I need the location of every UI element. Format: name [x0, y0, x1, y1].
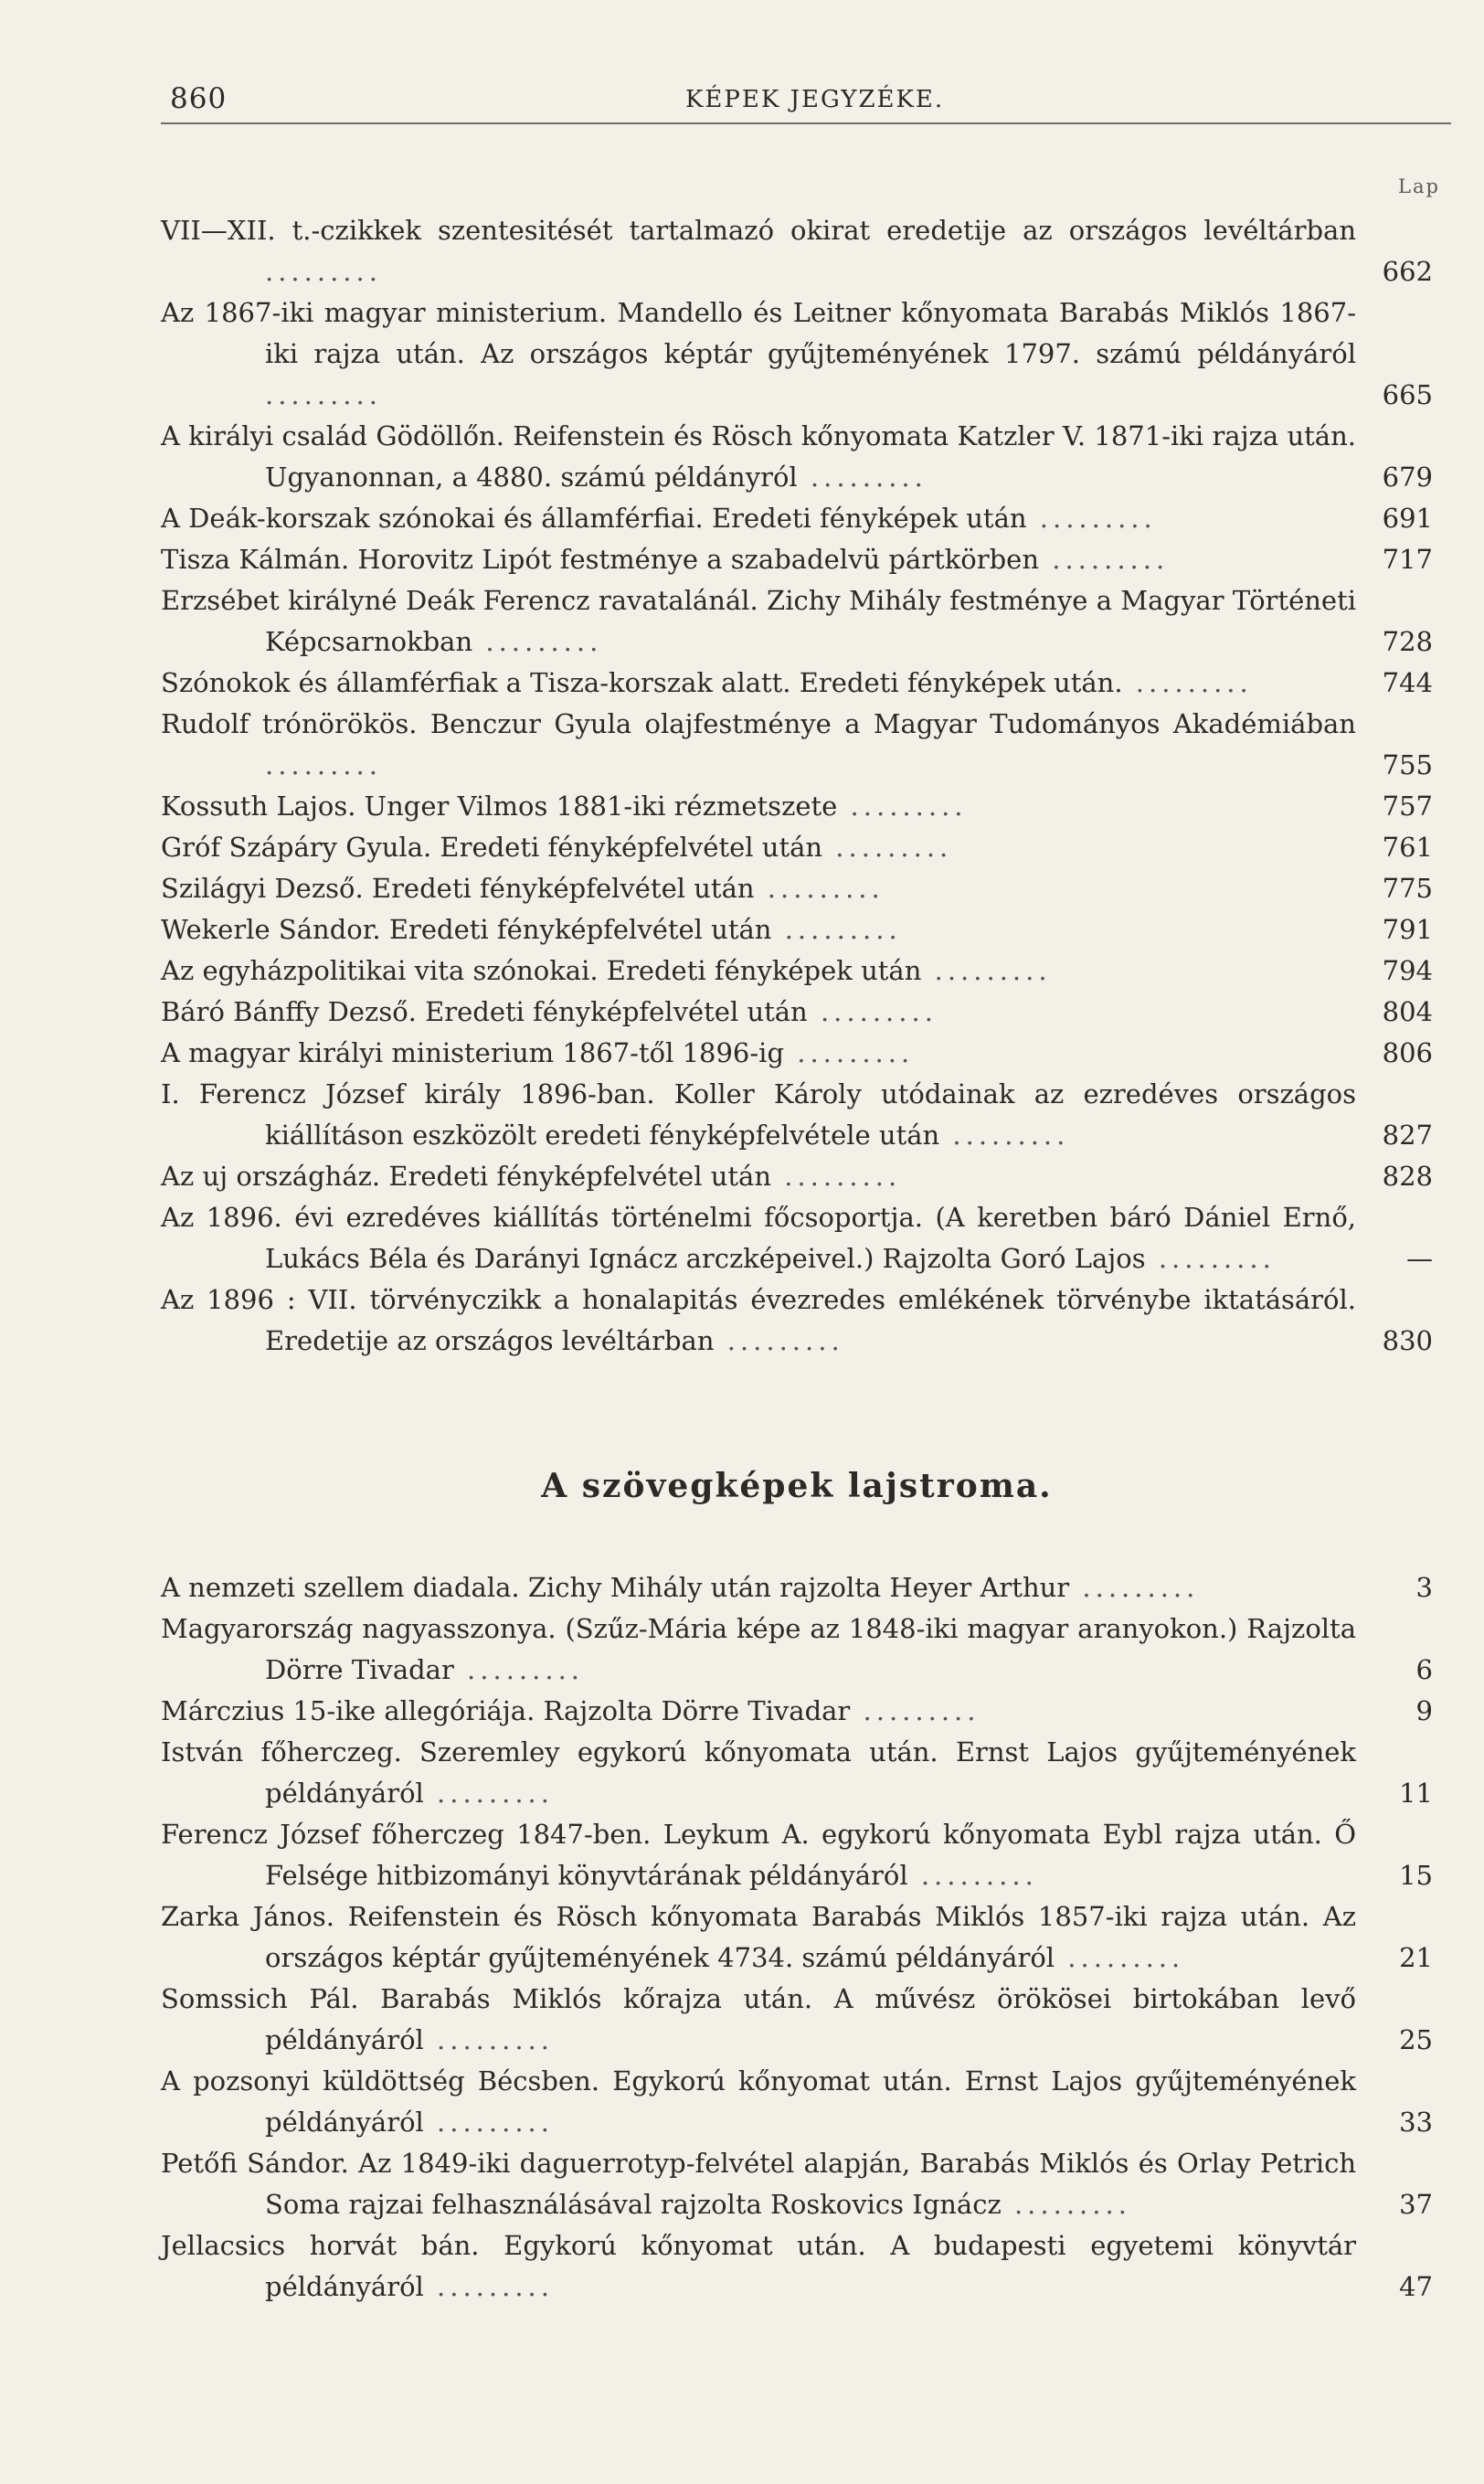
list-entry: [161, 1033, 1433, 1074]
list-entry: [161, 992, 1433, 1033]
entry-text: Ferencz József főherczeg 1847-ben. Leykum A. egykorú kőnyomata Eybl rajza után. Ő Felsége hitbizományi könyvtárának példányáról: [161, 1819, 1356, 1891]
list-entry: [161, 1279, 1433, 1362]
dot-leader: .........: [265, 749, 382, 780]
entry-text: Somssich Pál. Barabás Miklós kőrajza után. A művész örökösei birtokában levő példányáról: [161, 1983, 1356, 2055]
entry-page-number: 830: [1382, 1325, 1433, 1356]
entry-page-number: 3: [1415, 1572, 1433, 1603]
entry-title: [161, 827, 1433, 868]
dot-leader: .........: [265, 379, 382, 410]
dot-leader: .........: [771, 914, 902, 945]
entry-title: [161, 2143, 1433, 2225]
entry-text: Az 1896. évi ezredéves kiállítás történelmi főcsoportja. (A keretben báró Dániel Ernő, Lukács Béla és Darányi Ignácz arczképeivel.) Rajzolta Goró Lajos: [161, 1202, 1356, 1274]
entry-page-number: 25: [1399, 2024, 1433, 2055]
entry-page-number: 717: [1382, 544, 1433, 575]
entry-text: A pozsonyi küldöttség Bécsben. Egykorú kőnyomat után. Ernst Lajos gyűjteményének példányáról: [161, 2065, 1356, 2138]
page-number: 860: [170, 82, 228, 115]
entry-title: [161, 1074, 1433, 1156]
entry-text: István főherczeg. Szeremley egykorú kőnyomata után. Ernst Lajos gyűjteményének példányáról: [161, 1736, 1356, 1809]
entry-text: I. Ferencz József király 1896-ban. Koller Károly utódainak az ezredéves országos kiállításon eszközölt eredeti fényképfelvétele után: [161, 1078, 1356, 1151]
entry-text: Wekerle Sándor. Eredeti fényképfelvétel után: [161, 914, 772, 945]
entry-title: [161, 704, 1433, 786]
entry-text: Az 1867-iki magyar ministerium. Mandello és Leitner kőnyomata Barabás Miklós 1867-iki rajza után. Az országos képtár gyűjteményének 1797. számú példányáról: [161, 297, 1356, 369]
entry-title: [161, 992, 1433, 1033]
entry-title: [161, 663, 1433, 704]
entry-text: Magyarország nagyasszonya. (Szűz-Mária képe az 1848-iki magyar aranyokon.) Rajzolta Dörre Tivadar: [161, 1613, 1356, 1685]
dot-leader: .........: [423, 2271, 554, 2302]
list-entry: [161, 2143, 1433, 2225]
entry-title: [161, 416, 1433, 498]
entry-page-number: 47: [1399, 2271, 1433, 2302]
entry-page-number: 662: [1382, 256, 1433, 287]
dot-leader: .........: [921, 955, 1052, 986]
entry-title: [161, 2061, 1433, 2143]
entry-text: Márczius 15-ike allegóriája. Rajzolta Dörre Tivadar: [161, 1695, 851, 1726]
entry-title: [161, 1279, 1433, 1362]
dot-leader: .........: [265, 256, 382, 287]
entry-title: [161, 1567, 1433, 1608]
list-entry: [161, 292, 1433, 416]
entry-title: [161, 580, 1433, 663]
entry-title: [161, 210, 1433, 292]
list-entry: [161, 2225, 1433, 2308]
entry-page-number: 21: [1399, 1942, 1433, 1973]
entry-text: Zarka János. Reifenstein és Rösch kőnyomata Barabás Miklós 1857-iki rajza után. Az országos képtár gyűjteményének 4734. számú példányáról: [161, 1901, 1356, 1973]
list-entry: [161, 663, 1433, 704]
dot-leader: .........: [771, 1161, 902, 1192]
list-entry: [161, 1567, 1433, 1608]
running-head: [161, 82, 1449, 124]
entry-title: [161, 498, 1433, 539]
dot-leader: .........: [1069, 1572, 1200, 1603]
entry-page-number: 791: [1382, 914, 1433, 945]
entry-page-number: 827: [1382, 1120, 1433, 1151]
entry-text: A királyi család Gödöllőn. Reifenstein és Rösch kőnyomata Katzler V. 1871-iki rajza után. Ugyanonnan, a 4880. számú példányról: [161, 420, 1356, 493]
entry-text: Jellacsics horvát bán. Egykorú kőnyomat után. A budapesti egyetemi könyvtár példányáról: [161, 2230, 1356, 2302]
list-entry: [161, 1197, 1433, 1279]
list-entry: [161, 1074, 1433, 1156]
list-entry: [161, 1814, 1433, 1896]
entry-title: [161, 2225, 1433, 2308]
entry-title: [161, 1814, 1433, 1896]
entry-title: [161, 1197, 1433, 1279]
entry-text: Tisza Kálmán. Horovitz Lipót festménye a szabadelvü pártkörben: [161, 544, 1040, 575]
list-entry: [161, 827, 1433, 868]
entry-title: [161, 1691, 1433, 1732]
dot-leader: .........: [754, 873, 885, 904]
entry-title: [161, 539, 1433, 580]
dot-leader: .........: [939, 1120, 1070, 1151]
entry-page-number: 806: [1382, 1037, 1433, 1068]
entry-text: Az egyházpolitikai vita szónokai. Eredeti fényképek után: [161, 955, 922, 986]
entry-page-number: 15: [1399, 1860, 1433, 1891]
entry-text: A Deák-korszak szónokai és államférfiai. Eredeti fényképek után: [161, 503, 1027, 534]
entry-title: [161, 950, 1433, 992]
running-title: KÉPEK JEGYZÉKE.: [685, 86, 945, 113]
list-entry: [161, 210, 1433, 292]
dot-leader: .........: [1122, 667, 1253, 698]
entry-text: Az uj országház. Eredeti fényképfelvétel után: [161, 1161, 771, 1192]
list-entry: [161, 580, 1433, 663]
dot-leader: .........: [850, 1695, 980, 1726]
entry-text: Báró Bánffy Dezső. Eredeti fényképfelvétel után: [161, 996, 808, 1027]
entry-title: [161, 292, 1433, 416]
entry-title: [161, 1156, 1433, 1197]
dot-leader: .........: [423, 1778, 554, 1809]
picture-list: [161, 210, 1433, 1362]
dot-leader: .........: [907, 1860, 1038, 1891]
list-entry: [161, 950, 1433, 992]
list-entry: [161, 1691, 1433, 1732]
dot-leader: .........: [1039, 544, 1170, 575]
entry-text: Szónokok és államférfiak a Tisza-korszak alatt. Eredeti fényképek után.: [161, 667, 1123, 698]
list-entry: [161, 416, 1433, 498]
entry-title: [161, 868, 1433, 909]
entry-text: Erzsébet királyné Deák Ferencz ravatalánál. Zichy Mihály festménye a Magyar Történeti Képcsarnokban: [161, 585, 1356, 657]
entry-page-number: 33: [1399, 2107, 1433, 2138]
dot-leader: .........: [1055, 1942, 1185, 1973]
entry-page-number: 828: [1382, 1161, 1433, 1192]
list-entry: [161, 1732, 1433, 1814]
dot-leader: .........: [1026, 503, 1157, 534]
entry-page-number: 794: [1382, 955, 1433, 986]
entry-text: VII—XII. t.-czikkek szentesitését tartalmazó okirat eredetije az országos levéltárban: [161, 215, 1356, 246]
dot-leader: .........: [837, 791, 968, 822]
list-entry: [161, 498, 1433, 539]
dot-leader: .........: [797, 462, 928, 493]
page-column-label: Lap: [1398, 175, 1440, 197]
section-heading: A szövegképek lajstroma.: [541, 1467, 1053, 1505]
header-rule: [161, 122, 1451, 124]
list-entry: [161, 909, 1433, 950]
dot-leader: .........: [1145, 1243, 1276, 1274]
entry-page-number: 757: [1382, 791, 1433, 822]
entry-page-number: 775: [1382, 873, 1433, 904]
entry-text: Gróf Szápáry Gyula. Eredeti fényképfelvétel után: [161, 832, 823, 863]
list-entry: [161, 868, 1433, 909]
entry-title: [161, 1979, 1433, 2061]
entry-page-number: 804: [1382, 996, 1433, 1027]
entry-page-number: 11: [1399, 1778, 1433, 1809]
list-entry: [161, 1979, 1433, 2061]
entry-page-number: 691: [1382, 503, 1433, 534]
entry-title: [161, 1896, 1433, 1979]
entry-title: [161, 909, 1433, 950]
list-entry: [161, 2061, 1433, 2143]
list-entry: [161, 786, 1433, 827]
entry-title: [161, 786, 1433, 827]
dot-leader: .........: [807, 996, 938, 1027]
dot-leader: .........: [453, 1654, 585, 1685]
list-entry: [161, 1608, 1433, 1691]
list-entry: [161, 704, 1433, 786]
entry-page-number: 9: [1415, 1695, 1433, 1726]
entry-title: [161, 1732, 1433, 1814]
dot-leader: .........: [472, 626, 603, 657]
entry-text: Az 1896 : VII. törvényczikk a honalapitás évezredes emlékének törvénybe iktatásáról. Eredetije az országos levéltárban: [161, 1284, 1356, 1356]
entry-text: A nemzeti szellem diadala. Zichy Mihály után rajzolta Heyer Arthur: [161, 1572, 1070, 1603]
entry-page-number: 6: [1415, 1654, 1433, 1685]
dot-leader: .........: [714, 1325, 844, 1356]
list-entry: [161, 1896, 1433, 1979]
dot-leader: .........: [784, 1037, 915, 1068]
entry-page-number: —: [1406, 1243, 1433, 1274]
entry-page-number: 744: [1382, 667, 1433, 698]
entry-page-number: 728: [1382, 626, 1433, 657]
entry-title: [161, 1033, 1433, 1074]
entry-title: [161, 1608, 1433, 1691]
entry-text: Kossuth Lajos. Unger Vilmos 1881-iki rézmetszete: [161, 791, 838, 822]
entry-page-number: 665: [1382, 379, 1433, 410]
entry-text: Rudolf trónörökös. Benczur Gyula olajfestménye a Magyar Tudományos Akadémiában: [161, 708, 1356, 739]
list-entry: [161, 539, 1433, 580]
dot-leader: .........: [423, 2024, 554, 2055]
list-entry: [161, 1156, 1433, 1197]
entry-text: Petőfi Sándor. Az 1849-iki daguerrotyp-felvétel alapján, Barabás Miklós és Orlay Petrich Soma rajzai felhasználásával rajzolta Roskovics Ignácz: [161, 2148, 1356, 2220]
dot-leader: .........: [423, 2107, 554, 2138]
entry-page-number: 755: [1382, 749, 1433, 780]
entry-text: Szilágyi Dezső. Eredeti fényképfelvétel után: [161, 873, 755, 904]
entry-page-number: 37: [1399, 2189, 1433, 2220]
dot-leader: .........: [1001, 2189, 1131, 2220]
dot-leader: .........: [822, 832, 953, 863]
text-picture-list: [161, 1567, 1433, 2308]
entry-text: A magyar királyi ministerium 1867-től 1896-ig: [161, 1037, 785, 1068]
entry-page-number: 761: [1382, 832, 1433, 863]
entry-page-number: 679: [1382, 462, 1433, 493]
